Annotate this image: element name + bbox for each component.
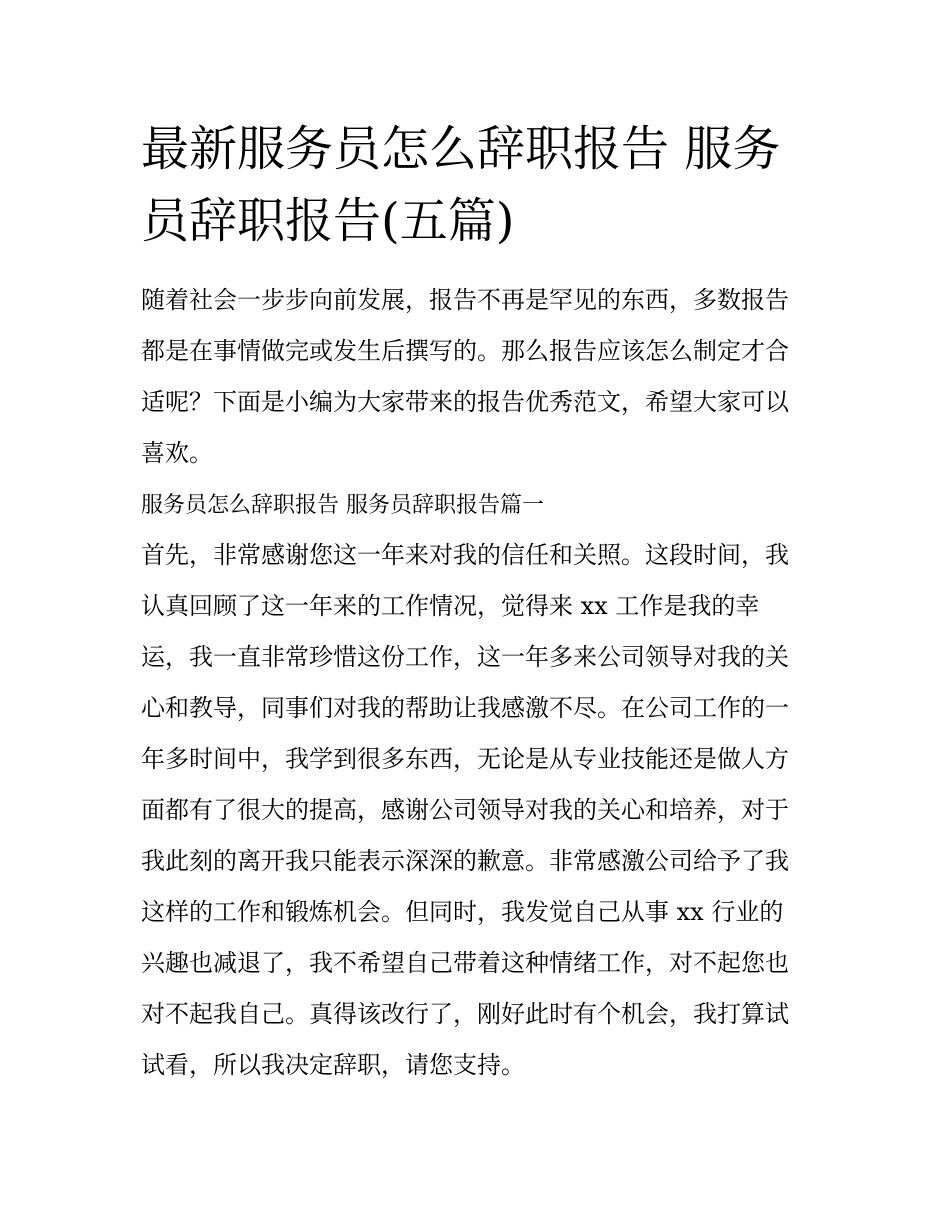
content-line: 年多时间中，我学到很多东西，无论是从专业技能还是做人方 [141,745,789,773]
intro-line: 随着社会一步步向前发展，报告不再是罕见的东西，多数报告 [141,286,789,314]
content-line: 这样的工作和锻炼机会。但同时，我发觉自己从事 xx 行业的 [141,898,784,926]
content-line: 面都有了很大的提高，感谢公司领导对我的关心和培养，对于 [141,796,789,824]
intro-line: 喜欢。 [141,439,213,467]
content-line: 首先，非常感谢您这一年来对我的信任和关照。这段时间，我 [141,541,789,569]
content-line: 认真回顾了这一年来的工作情况，觉得来 xx 工作是我的幸 [141,592,760,620]
intro-line: 都是在事情做完或发生后撰写的。那么报告应该怎么制定才合 [141,337,789,365]
title-line-1: 最新服务员怎么辞职报告 服务 [141,121,781,177]
content-line: 心和教导，同事们对我的帮助让我感激不尽。在公司工作的一 [141,694,789,722]
content-line: 我此刻的离开我只能表示深深的歉意。非常感激公司给予了我 [141,847,789,875]
section-heading: 服务员怎么辞职报告 服务员辞职报告篇一 [141,493,544,518]
content-line: 试看，所以我决定辞职，请您支持。 [141,1051,525,1079]
intro-line: 适呢？下面是小编为大家带来的报告优秀范文，希望大家可以 [141,388,789,416]
content-line: 运，我一直非常珍惜这份工作，这一年多来公司领导对我的关 [141,643,789,671]
content-line: 对不起我自己。真得该改行了，刚好此时有个机会，我打算试 [141,1000,789,1028]
document-title [141,113,821,257]
intro-paragraph [141,275,821,479]
content-line: 兴趣也减退了，我不希望自己带着这种情绪工作，对不起您也 [141,949,789,977]
title-line-2: 员辞职报告(五篇) [141,193,515,249]
letter-paragraph [141,530,821,1091]
